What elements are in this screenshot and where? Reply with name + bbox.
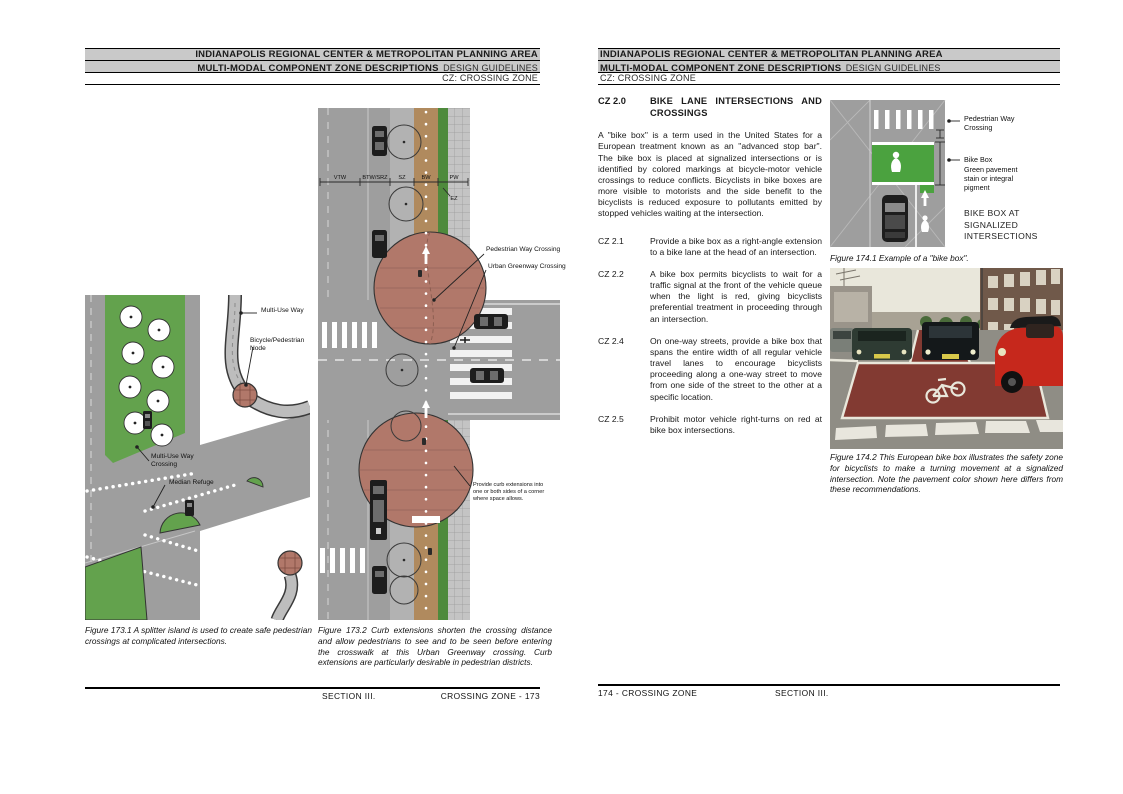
item-text: Prohibit motor vehicle right-turns on red at bike box intersections. — [650, 413, 822, 435]
right-footer-section: SECTION III. — [775, 688, 829, 698]
figure-174-1-caption: Figure 174.1 Example of a "bike box". — [830, 253, 969, 263]
figure-174-2 — [830, 268, 1063, 449]
figure-173-1 — [85, 295, 310, 620]
label-bike-box: Bike Box — [964, 155, 993, 164]
dim-pw: PW — [449, 175, 459, 181]
header-zone: CZ: CROSSING ZONE — [598, 73, 1060, 85]
item-text: A bike box permits bicyclists to wait for a traffic signal at the front of the vehicle queue when the light is red, giving bicyclists preferential treatment in proceeding through an intersection. — [650, 268, 822, 324]
right-footer-rule — [598, 684, 1060, 686]
header-subtitle — [598, 61, 1060, 73]
section-title: BIKE LANE INTERSECTIONS AND CROSSINGS — [650, 96, 822, 118]
dim-ez: EZ — [450, 196, 458, 202]
lower-node-path — [277, 551, 302, 620]
label-curb-extension-note: Provide curb extensions into one or both sides of a corner where space allows. — [473, 482, 545, 502]
left-footer-rule — [85, 687, 540, 689]
section-intro: A "bike box" is a term used in the United States for a European treatment known as an "advanced stop bar". The bike box is placed at signalized intersections or is identified by colored markings at bicycle-motor vehicle crossings to reduce conflicts. Bicyclists in bike boxes are more visible to motorists and the side benefit to the bicyclists is reduced exposure to pollutants emitted by stopped vehicles waiting at the intersection. — [598, 130, 822, 219]
item-code: CZ 2.2 — [598, 268, 624, 279]
leader-lines — [947, 119, 960, 162]
item-text: On one-way streets, provide a bike box that spans the entire width of all regular vehicle travel lanes to encourage bicyclists proceeding along a one-way street to move from one side of the street to the other at a specific location. — [650, 335, 822, 402]
body-text-column — [598, 96, 822, 447]
section-code: CZ 2.0 — [598, 96, 626, 106]
bike-lane-green-stub — [920, 185, 934, 193]
label-mu-way-crossing: Multi-Use Way Crossing — [151, 453, 194, 469]
label-bike-ped-node: Bicycle/Pedestrian Node — [250, 337, 305, 353]
header-subtitle — [85, 61, 540, 73]
crossing-circle-upper — [374, 232, 486, 344]
diagonal-road — [200, 413, 310, 531]
header-title: INDIANAPOLIS REGIONAL CENTER & METROPOLITAN PLANNING AREA — [598, 48, 1060, 61]
figure-174-2-caption: Figure 174.2 This European bike box illustrates the safety zone for bicyclists to make a turning movement at a signalized intersection. Note the pavement color shown here differs from these recommendations. — [830, 452, 1063, 495]
label-bike-box-desc: Green pavement stain or integral pigment — [964, 165, 1018, 192]
guideline-item — [598, 414, 822, 436]
guideline-item — [598, 336, 822, 403]
label-urban-greenway-crossing: Urban Greenway Crossing — [488, 263, 566, 270]
dim-btw-srz: BTW/SRZ — [362, 175, 388, 181]
item-text: Provide a bike box as a right-angle extension to a bike lane at the head of an intersection. — [650, 235, 822, 257]
greenway-crossing-diagram — [318, 108, 566, 620]
label-pedestrian-way-crossing: Pedestrian Way Crossing — [964, 114, 1015, 132]
bike-box-photo — [830, 268, 1063, 449]
guideline-item — [598, 269, 822, 325]
item-code: CZ 2.1 — [598, 235, 624, 246]
header-subtitle-light: DESIGN GUIDELINES — [845, 63, 941, 73]
label-pedestrian-way-crossing: Pedestrian Way Crossing — [486, 246, 561, 253]
figure-173-2-caption: Figure 173.2 Curb extensions shorten the crossing distance and allow pedestrians to see and to be seen before entering the crosswalk at this Urban Greenway crossing. Curb extensions are particularly desirable in pedestrian districts. — [318, 625, 552, 668]
header-subtitle-light: DESIGN GUIDELINES — [443, 63, 538, 73]
dim-vtw: VTW — [333, 175, 347, 181]
left-footer-page: CROSSING ZONE - 173 — [440, 691, 540, 701]
figure-173-2 — [318, 108, 566, 620]
left-page-header — [85, 48, 540, 85]
bike-ped-node-circle — [233, 383, 257, 407]
car-icon — [882, 195, 908, 242]
item-code: CZ 2.5 — [598, 413, 624, 424]
header-zone: CZ: CROSSING ZONE — [85, 73, 540, 85]
label-median-refuge: Median Refuge — [169, 479, 214, 486]
dim-bw: BW — [421, 175, 431, 181]
car-green-left — [852, 328, 912, 360]
left-footer-section: SECTION III. — [322, 691, 376, 701]
right-page-header — [598, 48, 1060, 85]
header-subtitle-bold: MULTI-MODAL COMPONENT ZONE DESCRIPTIONS — [197, 63, 439, 74]
car-gray-far-left — [830, 328, 854, 352]
figure-173-1-caption: Figure 173.1 A splitter island is used to create safe pedestrian crossings at complicated intersections. — [85, 625, 312, 646]
car-black-center — [922, 322, 979, 360]
section-heading — [598, 96, 822, 119]
item-code: CZ 2.4 — [598, 335, 624, 346]
bike-box — [872, 145, 934, 182]
guideline-item — [598, 236, 822, 258]
header-title: INDIANAPOLIS REGIONAL CENTER & METROPOLITAN PLANNING AREA — [85, 48, 540, 61]
right-footer-page: 174 - CROSSING ZONE — [598, 688, 698, 698]
label-multi-use-way: Multi-Use Way — [261, 307, 304, 314]
header-subtitle-bold: MULTI-MODAL COMPONENT ZONE DESCRIPTIONS — [600, 63, 842, 74]
label-bike-box-sidebar: BIKE BOX AT SIGNALIZED INTERSECTIONS — [964, 208, 1038, 242]
figure-174-1 — [830, 100, 1063, 250]
dim-sz: SZ — [398, 175, 406, 181]
